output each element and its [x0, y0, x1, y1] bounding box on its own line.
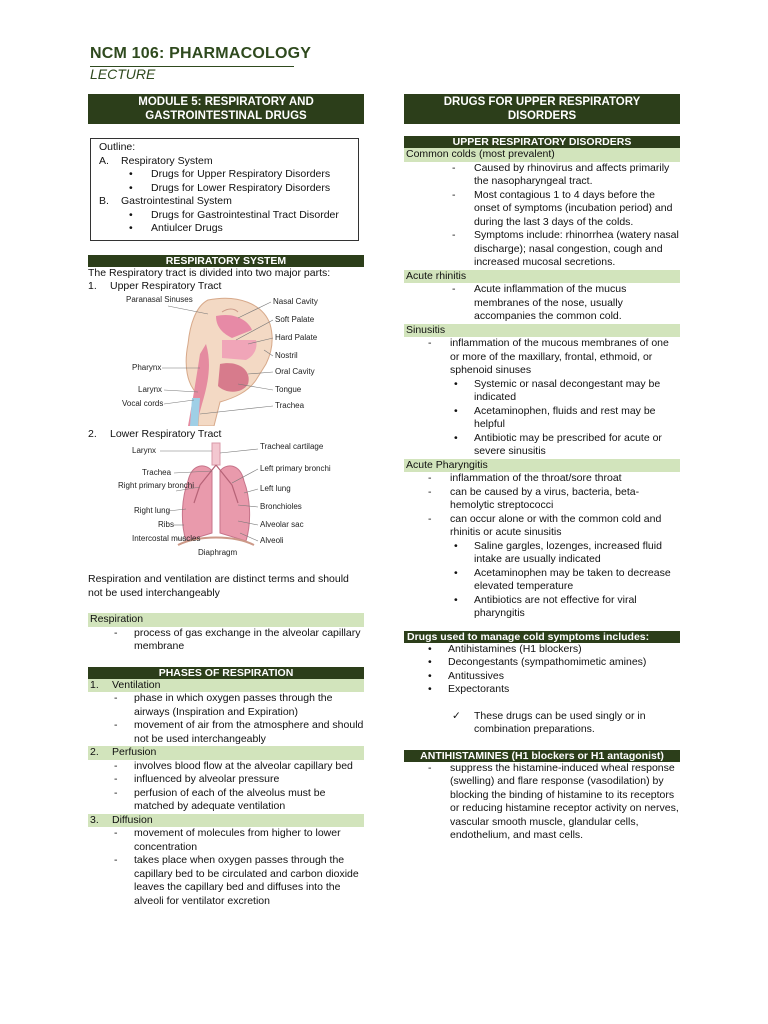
phase-point: - movement of molecules from higher to lower concentration: [114, 827, 341, 853]
cold-drug-item: • Antitussives: [428, 669, 505, 682]
upper-tract-illustration: [88, 294, 364, 426]
label-soft-palate: Soft Palate: [275, 314, 315, 324]
label-vocal-cords: Vocal cords: [122, 398, 164, 408]
sinusitis-term: Sinusitis: [404, 324, 680, 338]
label-paranasal: Paranasal Sinuses: [126, 294, 193, 304]
course-title: NCM 106: PHARMACOLOGY: [90, 45, 312, 62]
respiratory-system-heading: RESPIRATORY SYSTEM: [88, 255, 364, 267]
phase-ventilation: 1. Ventilation: [88, 679, 364, 693]
pharyngitis-bullet: • Saline gargles, lozenges, increased fluid intake are usually indicated: [454, 539, 662, 565]
cold-drug-item: • Expectorants: [428, 683, 510, 695]
label-pharynx: Pharynx: [132, 362, 162, 372]
phase-point: - movement of air from the atmosphere and should not be used interchangeably: [114, 719, 364, 745]
pharyngitis-bullet: • Antibiotics are not effective for viral pharyngitis: [454, 593, 637, 619]
common-colds-term: Common colds (most prevalent): [404, 148, 680, 162]
antihistamines-point: - suppress the histamine-induced wheal response (swelling) and flare response (vasodilation) by blocking the binding of histamine to its receptors or reducing histamine receptor activity on nerves, vascular smooth muscle, glandular cells, endothelium, and mast cells.: [428, 761, 679, 841]
outline-item: • Antiulcer Drugs: [129, 222, 223, 234]
rhinitis-point: - Acute inflammation of the mucus membranes of the nose, usually accompanies the common cold.: [452, 283, 627, 322]
pharyngitis-point: - inflammation of the throat/sore throat: [428, 472, 622, 484]
outline-item: B. Gastrointestinal System: [99, 195, 232, 207]
phase-point: - involves blood flow at the alveolar capillary bed: [114, 759, 353, 772]
respiration-note: Respiration and ventilation are distinct terms and should not be used interchangeably: [88, 573, 349, 599]
colds-point: - Caused by rhinovirus and affects primarily the nasopharyngeal tract.: [452, 161, 670, 187]
phase-point: - phase in which oxygen passes through the airways (Inspiration and Expiration): [114, 692, 333, 718]
sinusitis-bullet: • Systemic or nasal decongestant may be indicated: [454, 377, 661, 403]
phase-point: - perfusion of each of the alveolus must be matched by adequate ventilation: [114, 786, 326, 812]
module-title: MODULE 5: RESPIRATORY AND GASTROINTESTINAL DRUGS: [88, 94, 364, 124]
pharyngitis-point: - can occur alone or with the common cold and rhinitis or acute sinusitis: [428, 512, 662, 538]
antihistamines-heading: ANTIHISTAMINES (H1 blockers or H1 antagonist): [404, 750, 680, 762]
label-oral-cavity: Oral Cavity: [275, 366, 315, 376]
respiration-term: Respiration: [88, 613, 364, 627]
colds-point: - Most contagious 1 to 4 days before the onset of symptoms (incubation period) and during the last 3 days of the colds.: [452, 188, 673, 228]
label-left-lung: Left lung: [260, 484, 291, 493]
label-left-primary-bronchi: Left primary bronchi: [260, 464, 331, 473]
upper-respiratory-diagram: [88, 294, 364, 426]
respiratory-intro: The Respiratory tract is divided into two major parts:: [88, 266, 331, 279]
left-column: [88, 94, 364, 908]
outline-item: A. Respiratory System: [99, 154, 213, 167]
outline-box: [90, 138, 359, 241]
cold-drug-item: • Antihistamines (H1 blockers): [428, 642, 582, 655]
cold-drugs-heading: Drugs used to manage cold symptoms includes:: [404, 631, 680, 643]
phase-diffusion: 3. Diffusion: [88, 814, 364, 828]
pharyngitis-point: - can be caused by a virus, bacteria, beta-hemolytic streptococci: [428, 485, 640, 511]
lower-respiratory-diagram: [88, 441, 364, 563]
phases-heading: PHASES OF RESPIRATION: [88, 667, 364, 679]
lower-tract-illustration: [88, 441, 364, 563]
label-right-lung: Right lung: [134, 506, 171, 515]
outline-label: Outline:: [99, 141, 136, 153]
label-alveoli: Alveoli: [260, 536, 284, 545]
checkmark-icon: ✓: [452, 709, 461, 722]
respiration-def: - process of gas exchange in the alveolar capillary membrane: [114, 626, 361, 652]
upper-tract-item: 1. Upper Respiratory Tract: [88, 280, 222, 292]
phase-perfusion: 2. Perfusion: [88, 746, 364, 760]
urd-heading: UPPER RESPIRATORY DISORDERS: [404, 136, 680, 148]
label-nasal-cavity: Nasal Cavity: [273, 296, 318, 306]
label-tongue: Tongue: [275, 384, 302, 394]
lower-tract-item: 2. Lower Respiratory Tract: [88, 427, 222, 440]
rhinitis-term: Acute rhinitis: [404, 270, 680, 284]
section-title: DRUGS FOR UPPER RESPIRATORY DISORDERS: [404, 94, 680, 124]
label-right-primary-bronchi: Right primary bronchi: [118, 481, 195, 490]
label-hard-palate: Hard Palate: [275, 332, 318, 342]
sinusitis-bullet: • Antibiotic may be prescribed for acute or severe sinusitis: [454, 431, 662, 457]
phase-point: - takes place when oxygen passes through the capillary bed to be circulated and carbon dioxide leaves the capillary bed and diffuses into the alveoli for ventilator excretion: [114, 854, 359, 907]
sinusitis-bullet: • Acetaminophen, fluids and rest may be helpful: [454, 404, 656, 430]
cold-drugs-check: ✓ These drugs can be used singly or in combination preparations.: [452, 709, 646, 735]
label-larynx-lower: Larynx: [132, 446, 157, 455]
outline-item: • Drugs for Gastrointestinal Tract Disorder: [129, 208, 339, 221]
label-trachea-lower: Trachea: [142, 468, 172, 477]
sinusitis-def: - inflammation of the mucous membranes of one or more of the maxillary, frontal, ethmoid, or sphenoid sinuses: [428, 337, 669, 376]
phase-point: - influenced by alveolar pressure: [114, 773, 280, 785]
label-trachea: Trachea: [275, 400, 305, 410]
label-intercostal-muscles: Intercostal muscles: [132, 534, 201, 543]
lecture-subtitle: LECTURE: [90, 66, 156, 82]
label-diaphragm: Diaphragm: [198, 548, 238, 557]
outline-item: • Drugs for Lower Respiratory Disorders: [129, 181, 331, 194]
outline-item: • Drugs for Upper Respiratory Disorders: [129, 168, 331, 180]
label-larynx: Larynx: [138, 384, 163, 394]
right-column: [404, 94, 680, 843]
cold-drug-item: • Decongestants (sympathomimetic amines): [428, 656, 647, 668]
pharyngitis-bullet: • Acetaminophen may be taken to decrease elevated temperature: [454, 566, 671, 592]
label-alveolar-sac: Alveolar sac: [260, 520, 304, 529]
pharyngitis-term: Acute Pharyngitis: [404, 459, 680, 473]
label-nostril: Nostril: [275, 350, 298, 360]
label-bronchioles: Bronchioles: [260, 502, 302, 511]
label-ribs: Ribs: [158, 520, 175, 529]
label-tracheal-cartilage: Tracheal cartilage: [260, 442, 324, 451]
colds-point: - Symptoms include: rhinorrhea (watery nasal discharge); nasal congestion, cough and increased mucosal secretions.: [452, 229, 679, 268]
